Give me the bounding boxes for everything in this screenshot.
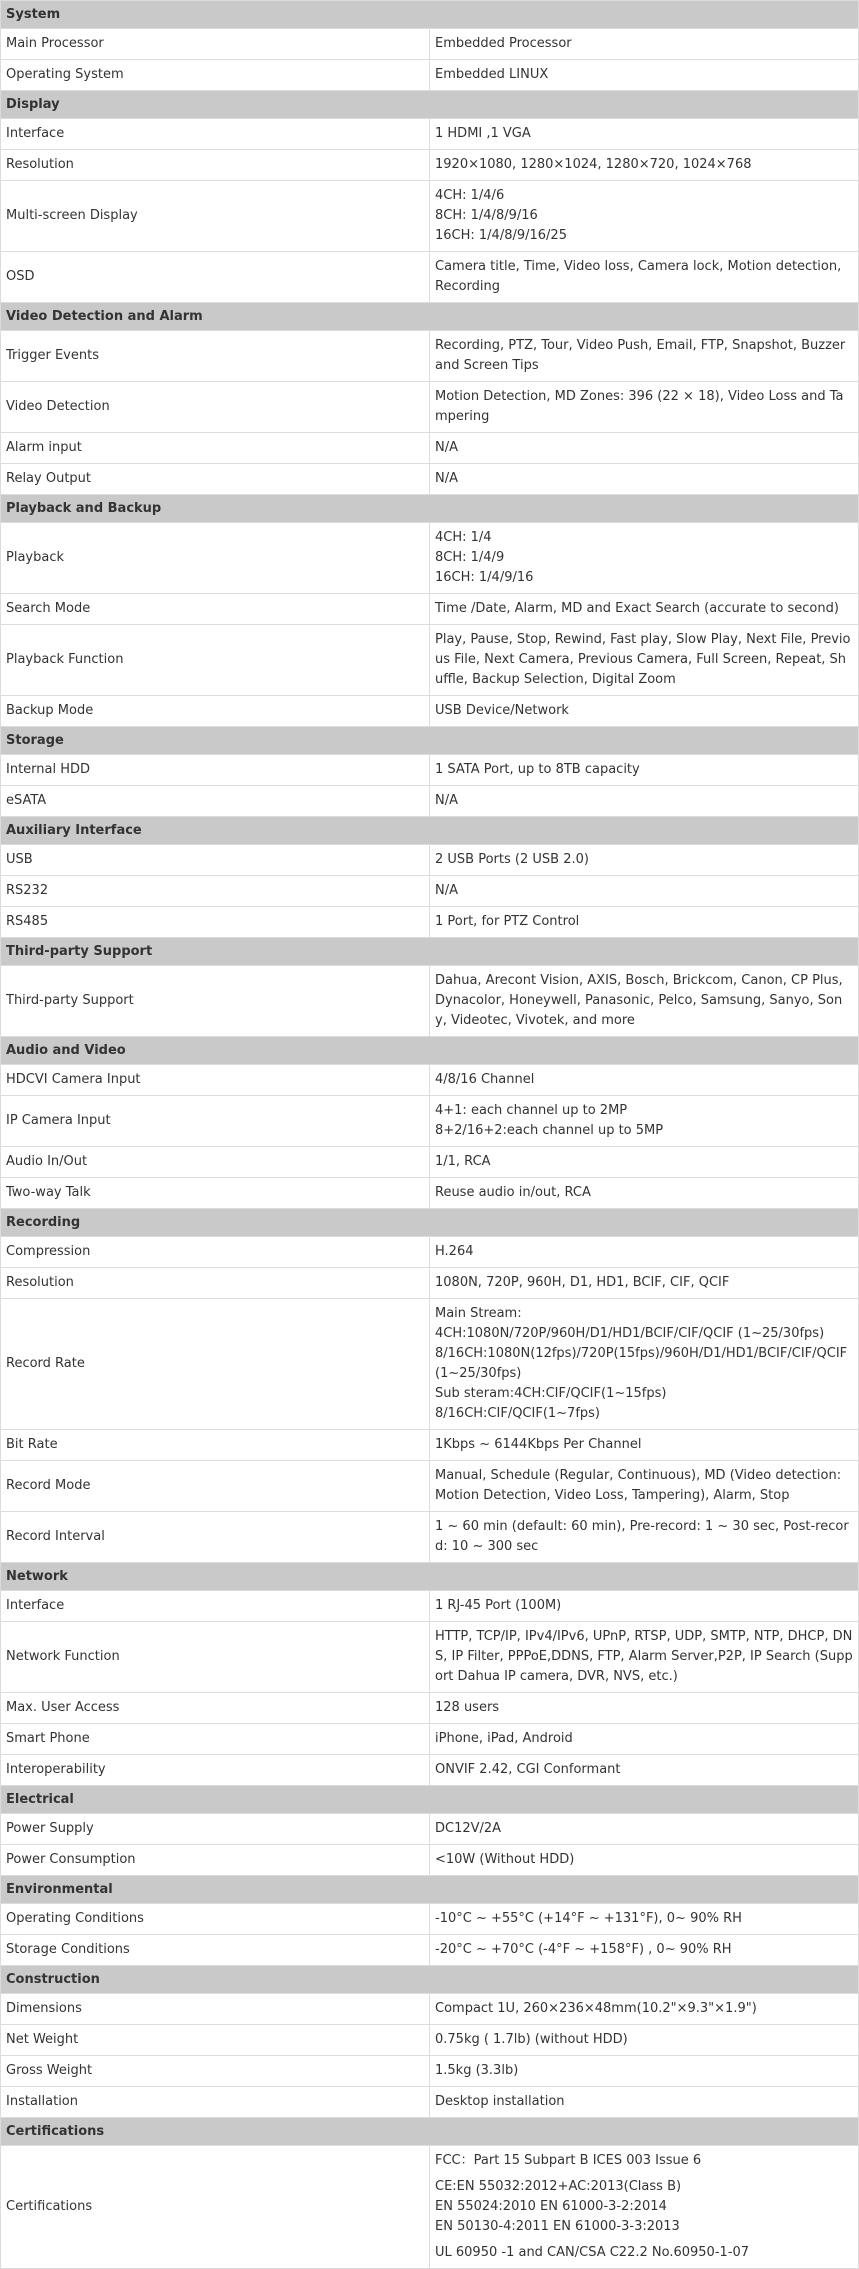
spec-value bbox=[430, 1591, 859, 1622]
spec-row bbox=[1, 786, 859, 817]
section-header-certifications bbox=[1, 2118, 859, 2146]
spec-row bbox=[1, 1147, 859, 1178]
spec-value-line: 1/1, RCA bbox=[435, 1154, 491, 1169]
spec-value bbox=[430, 1845, 859, 1876]
spec-value bbox=[430, 594, 859, 625]
spec-row bbox=[1, 1693, 859, 1724]
spec-label: HDCVI Camera Input bbox=[1, 1065, 430, 1096]
spec-value-line: N/A bbox=[435, 440, 458, 455]
spec-value-paragraph bbox=[435, 2151, 853, 2171]
spec-label: Network Function bbox=[1, 1622, 430, 1693]
spec-value-line: 16CH: 1/4/8/9/16/25 bbox=[435, 228, 567, 243]
spec-value-line: Dahua, Arecont Vision, AXIS, Bosch, Brickcom, Canon, CP Plus, Dynacolor, Honeywell, Panasonic, Pelco, Samsung, Sanyo, Sony, Videotec, Vivotek, and more bbox=[435, 973, 843, 1028]
spec-value-line: Desktop installation bbox=[435, 2094, 565, 2109]
spec-value bbox=[430, 786, 859, 817]
spec-value bbox=[430, 876, 859, 907]
spec-value-line: DC12V/2A bbox=[435, 1821, 502, 1836]
spec-value-line: Play, Pause, Stop, Rewind, Fast play, Slow Play, Next File, Previous File, Next Camera, Previous Camera, Full Screen, Repeat, Shuffle, Backup Selection, Digital Zoom bbox=[435, 632, 851, 687]
spec-label: Third-party Support bbox=[1, 966, 430, 1037]
spec-row bbox=[1, 1994, 859, 2025]
spec-value bbox=[430, 1512, 859, 1563]
spec-value-line: 1.5kg (3.3lb) bbox=[435, 2063, 519, 2078]
spec-value bbox=[430, 1299, 859, 1430]
spec-label: Gross Weight bbox=[1, 2056, 430, 2087]
spec-value-line: Reuse audio in/out, RCA bbox=[435, 1185, 591, 1200]
spec-label: Smart Phone bbox=[1, 1724, 430, 1755]
spec-label: Interoperability bbox=[1, 1755, 430, 1786]
spec-value bbox=[430, 755, 859, 786]
spec-label: Storage Conditions bbox=[1, 1935, 430, 1966]
spec-row bbox=[1, 1268, 859, 1299]
spec-value bbox=[430, 1237, 859, 1268]
spec-value bbox=[430, 119, 859, 150]
spec-label: Audio In/Out bbox=[1, 1147, 430, 1178]
spec-label: Main Processor bbox=[1, 29, 430, 60]
section-title: Video Detection and Alarm bbox=[1, 303, 859, 331]
spec-value bbox=[430, 1430, 859, 1461]
spec-label: Power Consumption bbox=[1, 1845, 430, 1876]
spec-value bbox=[430, 1178, 859, 1209]
spec-value-line: Motion Detection, MD Zones: 396 (22 × 18), Video Loss and Tampering bbox=[435, 389, 844, 424]
spec-value-line: 8+2/16+2:each channel up to 5MP bbox=[435, 1123, 664, 1138]
spec-row bbox=[1, 1724, 859, 1755]
section-header-video-detection-and-alarm bbox=[1, 303, 859, 331]
spec-label: Bit Rate bbox=[1, 1430, 430, 1461]
spec-value-line: HTTP, TCP/IP, IPv4/IPv6, UPnP, RTSP, UDP, SMTP, NTP, DHCP, DNS, IP Filter, PPPoE,DDNS, FTP, Alarm Server,P2P, IP Search (Support Dahua IP camera, DVR, NVS, etc.) bbox=[435, 1629, 853, 1684]
spec-label: Video Detection bbox=[1, 382, 430, 433]
spec-value bbox=[430, 2087, 859, 2118]
spec-label: Dimensions bbox=[1, 1994, 430, 2025]
spec-value bbox=[430, 2025, 859, 2056]
spec-label: Record Rate bbox=[1, 1299, 430, 1430]
spec-row bbox=[1, 755, 859, 786]
spec-row bbox=[1, 2056, 859, 2087]
section-header-recording bbox=[1, 1209, 859, 1237]
spec-value-line: 8CH: 1/4/9 bbox=[435, 550, 505, 565]
spec-label: RS485 bbox=[1, 907, 430, 938]
spec-value-line: 0.75kg ( 1.7lb) (without HDD) bbox=[435, 2032, 628, 2047]
spec-value-line: Sub steram:4CH:CIF/QCIF(1~15fps) bbox=[435, 1386, 667, 1401]
spec-label: RS232 bbox=[1, 876, 430, 907]
spec-row bbox=[1, 60, 859, 91]
spec-row bbox=[1, 1430, 859, 1461]
spec-value bbox=[430, 696, 859, 727]
section-header-playback-and-backup bbox=[1, 495, 859, 523]
spec-value bbox=[430, 29, 859, 60]
spec-value-line: N/A bbox=[435, 471, 458, 486]
spec-value-line: 4CH:1080N/720P/960H/D1/HD1/BCIF/CIF/QCIF (1~25/30fps) bbox=[435, 1326, 825, 1341]
spec-value bbox=[430, 181, 859, 252]
spec-value bbox=[430, 1724, 859, 1755]
spec-value bbox=[430, 60, 859, 91]
spec-value-line: N/A bbox=[435, 883, 458, 898]
section-header-system bbox=[1, 1, 859, 29]
spec-value bbox=[430, 1994, 859, 2025]
spec-value-line: FCC：Part 15 Subpart B ICES 003 Issue 6 bbox=[435, 2153, 702, 2168]
spec-value-line: USB Device/Network bbox=[435, 703, 569, 718]
spec-label: Record Interval bbox=[1, 1512, 430, 1563]
spec-label: Internal HDD bbox=[1, 755, 430, 786]
spec-value-line: -10°C ~ +55°C (+14°F ~ +131°F), 0~ 90% RH bbox=[435, 1911, 742, 1926]
spec-value-line: Embedded Processor bbox=[435, 36, 572, 51]
spec-value-line: UL 60950 -1 and CAN/CSA C22.2 No.60950-1-07 bbox=[435, 2245, 750, 2260]
spec-row bbox=[1, 625, 859, 696]
section-header-environmental bbox=[1, 1876, 859, 1904]
spec-label: USB bbox=[1, 845, 430, 876]
spec-value bbox=[430, 252, 859, 303]
spec-value-line: 1080N, 720P, 960H, D1, HD1, BCIF, CIF, QCIF bbox=[435, 1275, 730, 1290]
spec-row bbox=[1, 119, 859, 150]
section-header-electrical bbox=[1, 1786, 859, 1814]
spec-value-paragraph bbox=[435, 2243, 853, 2263]
spec-label: Operating Conditions bbox=[1, 1904, 430, 1935]
spec-row bbox=[1, 29, 859, 60]
spec-value bbox=[430, 523, 859, 594]
spec-value bbox=[430, 845, 859, 876]
spec-row bbox=[1, 594, 859, 625]
spec-value bbox=[430, 1268, 859, 1299]
spec-label: Backup Mode bbox=[1, 696, 430, 727]
section-header-network bbox=[1, 1563, 859, 1591]
spec-value bbox=[430, 625, 859, 696]
spec-label: Installation bbox=[1, 2087, 430, 2118]
spec-label: Multi-screen Display bbox=[1, 181, 430, 252]
spec-label: Trigger Events bbox=[1, 331, 430, 382]
spec-label: Two-way Talk bbox=[1, 1178, 430, 1209]
section-title: Network bbox=[1, 1563, 859, 1591]
spec-value-line: 4/8/16 Channel bbox=[435, 1072, 535, 1087]
spec-value-line: 4CH: 1/4 bbox=[435, 530, 492, 545]
spec-value bbox=[430, 382, 859, 433]
spec-row bbox=[1, 382, 859, 433]
spec-value-line: 4+1: each channel up to 2MP bbox=[435, 1103, 628, 1118]
spec-value-line: 1920×1080, 1280×1024, 1280×720, 1024×768 bbox=[435, 157, 752, 172]
section-title: Certifications bbox=[1, 2118, 859, 2146]
spec-value-line: 1 SATA Port, up to 8TB capacity bbox=[435, 762, 640, 777]
spec-row bbox=[1, 2087, 859, 2118]
spec-value-line: N/A bbox=[435, 793, 458, 808]
spec-label: eSATA bbox=[1, 786, 430, 817]
spec-value-line: Recording, PTZ, Tour, Video Push, Email, FTP, Snapshot, Buzzer and Screen Tips bbox=[435, 338, 846, 373]
spec-value-line: CE:EN 55032:2012+AC:2013(Class B) bbox=[435, 2179, 682, 2194]
spec-value-line: 16CH: 1/4/9/16 bbox=[435, 570, 534, 585]
section-title: Audio and Video bbox=[1, 1037, 859, 1065]
spec-row bbox=[1, 1591, 859, 1622]
spec-value-paragraph bbox=[435, 2177, 853, 2237]
spec-label: Max. User Access bbox=[1, 1693, 430, 1724]
spec-row bbox=[1, 1845, 859, 1876]
spec-value-line: Main Stream: bbox=[435, 1306, 522, 1321]
spec-row bbox=[1, 252, 859, 303]
spec-value-line: 4CH: 1/4/6 bbox=[435, 188, 505, 203]
spec-value bbox=[430, 1755, 859, 1786]
spec-value-line: Camera title, Time, Video loss, Camera lock, Motion detection, Recording bbox=[435, 259, 842, 294]
spec-row bbox=[1, 464, 859, 495]
spec-value bbox=[430, 1461, 859, 1512]
spec-row bbox=[1, 523, 859, 594]
spec-row bbox=[1, 2146, 859, 2269]
spec-value bbox=[430, 907, 859, 938]
section-header-third-party-support bbox=[1, 938, 859, 966]
spec-value bbox=[430, 1622, 859, 1693]
spec-row bbox=[1, 1755, 859, 1786]
spec-row bbox=[1, 331, 859, 382]
section-header-construction bbox=[1, 1966, 859, 1994]
spec-label: Alarm input bbox=[1, 433, 430, 464]
spec-value-line: 2 USB Ports (2 USB 2.0) bbox=[435, 852, 589, 867]
spec-label: Power Supply bbox=[1, 1814, 430, 1845]
spec-value bbox=[430, 2056, 859, 2087]
spec-value-line: Compact 1U, 260×236×48mm(10.2"×9.3"×1.9") bbox=[435, 2001, 757, 2016]
spec-value-line: 8CH: 1/4/8/9/16 bbox=[435, 208, 538, 223]
spec-row bbox=[1, 907, 859, 938]
spec-label: Search Mode bbox=[1, 594, 430, 625]
spec-value-line: H.264 bbox=[435, 1244, 474, 1259]
spec-row bbox=[1, 150, 859, 181]
spec-value-line: 1 HDMI ,1 VGA bbox=[435, 126, 531, 141]
spec-row bbox=[1, 696, 859, 727]
section-header-display bbox=[1, 91, 859, 119]
spec-row bbox=[1, 433, 859, 464]
spec-value-line: <10W (Without HDD) bbox=[435, 1852, 575, 1867]
spec-label: Net Weight bbox=[1, 2025, 430, 2056]
spec-row bbox=[1, 876, 859, 907]
spec-label: Playback bbox=[1, 523, 430, 594]
spec-value-line: 1 ~ 60 min (default: 60 min), Pre-record: 1 ~ 30 sec, Post-record: 10 ~ 300 sec bbox=[435, 1519, 849, 1554]
spec-value-line: EN 50130-4:2011 EN 61000-3-3:2013 bbox=[435, 2219, 680, 2234]
spec-row bbox=[1, 1096, 859, 1147]
spec-row bbox=[1, 1622, 859, 1693]
spec-label: IP Camera Input bbox=[1, 1096, 430, 1147]
spec-label: Interface bbox=[1, 1591, 430, 1622]
spec-value-line: EN 55024:2010 EN 61000-3-2:2014 bbox=[435, 2199, 667, 2214]
spec-row bbox=[1, 2025, 859, 2056]
spec-value-line: Manual, Schedule (Regular, Continuous), MD (Video detection: Motion Detection, Video Loss, Tampering), Alarm, Stop bbox=[435, 1468, 842, 1503]
section-title: Auxiliary Interface bbox=[1, 817, 859, 845]
spec-row bbox=[1, 966, 859, 1037]
spec-value-line: Time /Date, Alarm, MD and Exact Search (accurate to second) bbox=[435, 601, 839, 616]
spec-value bbox=[430, 2146, 859, 2269]
spec-value bbox=[430, 966, 859, 1037]
section-title: Electrical bbox=[1, 1786, 859, 1814]
spec-value-line: 128 users bbox=[435, 1700, 500, 1715]
spec-label: OSD bbox=[1, 252, 430, 303]
spec-value bbox=[430, 1096, 859, 1147]
spec-value-line: 8/16CH:CIF/QCIF(1~7fps) bbox=[435, 1406, 600, 1421]
spec-row bbox=[1, 1178, 859, 1209]
spec-row bbox=[1, 181, 859, 252]
spec-row bbox=[1, 1512, 859, 1563]
spec-value bbox=[430, 1065, 859, 1096]
spec-label: Record Mode bbox=[1, 1461, 430, 1512]
spec-row bbox=[1, 1904, 859, 1935]
spec-row bbox=[1, 1065, 859, 1096]
spec-value bbox=[430, 1935, 859, 1966]
spec-value-line: Embedded LINUX bbox=[435, 67, 549, 82]
spec-row bbox=[1, 1299, 859, 1430]
section-header-auxiliary-interface bbox=[1, 817, 859, 845]
spec-label: Resolution bbox=[1, 150, 430, 181]
spec-value bbox=[430, 464, 859, 495]
spec-value-line: 8/16CH:1080N(12fps)/720P(15fps)/960H/D1/HD1/BCIF/CIF/QCIF (1~25/30fps) bbox=[435, 1346, 848, 1381]
section-title: Playback and Backup bbox=[1, 495, 859, 523]
spec-value-line: -20°C ~ +70°C (-4°F ~ +158°F) , 0~ 90% RH bbox=[435, 1942, 732, 1957]
spec-value bbox=[430, 1693, 859, 1724]
spec-row bbox=[1, 1237, 859, 1268]
spec-value bbox=[430, 1904, 859, 1935]
spec-value bbox=[430, 1814, 859, 1845]
spec-label: Interface bbox=[1, 119, 430, 150]
section-header-audio-and-video bbox=[1, 1037, 859, 1065]
spec-row bbox=[1, 1814, 859, 1845]
section-title: Environmental bbox=[1, 1876, 859, 1904]
spec-value bbox=[430, 433, 859, 464]
section-title: Display bbox=[1, 91, 859, 119]
spec-label: Operating System bbox=[1, 60, 430, 91]
spec-label: Relay Output bbox=[1, 464, 430, 495]
section-header-storage bbox=[1, 727, 859, 755]
section-title: System bbox=[1, 1, 859, 29]
spec-value-line: 1Kbps ~ 6144Kbps Per Channel bbox=[435, 1437, 642, 1452]
spec-label: Certifications bbox=[1, 2146, 430, 2269]
spec-label: Playback Function bbox=[1, 625, 430, 696]
section-title: Construction bbox=[1, 1966, 859, 1994]
spec-value-line: 1 Port, for PTZ Control bbox=[435, 914, 580, 929]
spec-row bbox=[1, 1935, 859, 1966]
spec-value-line: 1 RJ-45 Port (100M) bbox=[435, 1598, 562, 1613]
section-title: Recording bbox=[1, 1209, 859, 1237]
spec-label: Resolution bbox=[1, 1268, 430, 1299]
spec-value bbox=[430, 331, 859, 382]
spec-label: Compression bbox=[1, 1237, 430, 1268]
spec-row bbox=[1, 845, 859, 876]
section-title: Third-party Support bbox=[1, 938, 859, 966]
spec-value bbox=[430, 150, 859, 181]
section-title: Storage bbox=[1, 727, 859, 755]
spec-value bbox=[430, 1147, 859, 1178]
spec-value-line: iPhone, iPad, Android bbox=[435, 1731, 573, 1746]
spec-value-line: ONVIF 2.42, CGI Conformant bbox=[435, 1762, 621, 1777]
spec-row bbox=[1, 1461, 859, 1512]
